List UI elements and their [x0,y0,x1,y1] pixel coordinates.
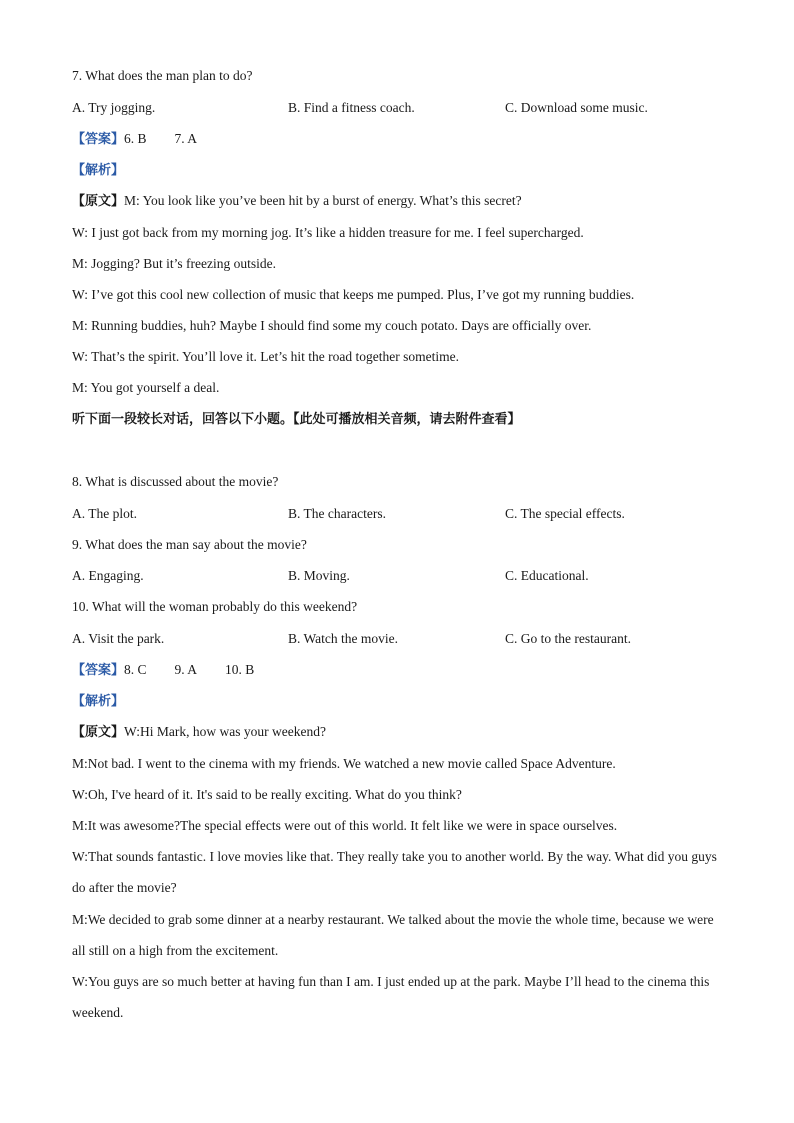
q9-option-b: B. Moving. [288,568,350,583]
transcript-1-line-2: W: I just got back from my morning jog. It’s like a hidden treasure for me. I feel supercharged. [72,225,584,240]
q10-option-c: C. Go to the restaurant. [505,631,631,646]
q7-option-c: C. Download some music. [505,100,648,115]
q10-option-a: A. Visit the park. [72,631,165,646]
answer-tag: 【答案】 [72,132,125,147]
answer-line-2 [72,661,722,680]
analysis-line-1 [72,161,722,180]
transcript-1-line-1 [72,192,722,211]
transcript-2-line-1 [72,723,722,742]
transcript-2-paragraph-2: M:We decided to grab some dinner at a nearby restaurant. We talked about the movie the whole time, because we were all still on a high from the excitement. [72,912,714,958]
q10-option-b: B. Watch the movie. [288,631,399,646]
answer-10: 10. B [225,662,255,677]
transcript-2-line-4: M:It was awesome?The special effects were out of this world. It felt like we were in space ourselves. [72,818,618,833]
transcript-1-line-3: M: Jogging? But it’s freezing outside. [72,256,276,271]
transcript-1-line-4: W: I’ve got this cool new collection of music that keeps me pumped. Plus, I’ve got my running buddies. [72,287,635,302]
transcript-2-line-2: M:Not bad. I went to the cinema with my friends. We watched a new movie called Space Adventure. [72,756,616,771]
question-7: 7. What does the man plan to do? [72,68,253,83]
analysis-tag: 【解析】 [72,163,125,178]
question-9: 9. What does the man say about the movie? [72,537,307,552]
q7-option-b: B. Find a fitness coach. [288,100,415,115]
answer-8: 8. C [124,662,147,677]
transcript-2-paragraph-1: W:That sounds fantastic. I love movies like that. They really take you to another world. By the way. What did you guys do after the movie? [72,849,717,895]
transcript-2-line-3: W:Oh, I've heard of it. It's said to be really exciting. What do you think? [72,787,462,802]
answer-tag: 【答案】 [72,663,125,678]
analysis-line-2 [72,692,722,711]
transcript-1-line-5: M: Running buddies, huh? Maybe I should find some my couch potato. Days are officially over. [72,318,592,333]
transcript-1-text: M: You look like you’ve been hit by a burst of energy. What’s this secret? [124,193,522,208]
section-instruction: 听下面一段较长对话，回答以下小题。【此处可播放相关音频，请去附件查看】 [72,412,521,427]
analysis-tag: 【解析】 [72,694,125,709]
q8-option-a: A. The plot. [72,506,137,521]
question-8: 8. What is discussed about the movie? [72,474,279,489]
transcript-tag: 【原文】 [72,725,125,740]
transcript-1-line-7: M: You got yourself a deal. [72,380,220,395]
transcript-1-line-6: W: That’s the spirit. You’ll love it. Let’s hit the road together sometime. [72,349,459,364]
transcript-2-text: W:Hi Mark, how was your weekend? [124,724,326,739]
q9-option-c: C. Educational. [505,568,589,583]
answer-7: 7. A [174,131,198,146]
transcript-2-paragraph-3: W:You guys are so much better at having fun than I am. I just ended up at the park. Maybe I’ll head to the cinema this weekend. [72,974,710,1020]
transcript-tag: 【原文】 [72,194,125,209]
q9-option-a: A. Engaging. [72,568,144,583]
answer-line-1 [72,130,722,149]
question-10: 10. What will the woman probably do this weekend? [72,599,358,614]
answer-9: 9. A [174,662,198,677]
q8-option-b: B. The characters. [288,506,386,521]
q7-option-a: A. Try jogging. [72,100,156,115]
answer-6: 6. B [124,131,147,146]
q8-option-c: C. The special effects. [505,506,625,521]
